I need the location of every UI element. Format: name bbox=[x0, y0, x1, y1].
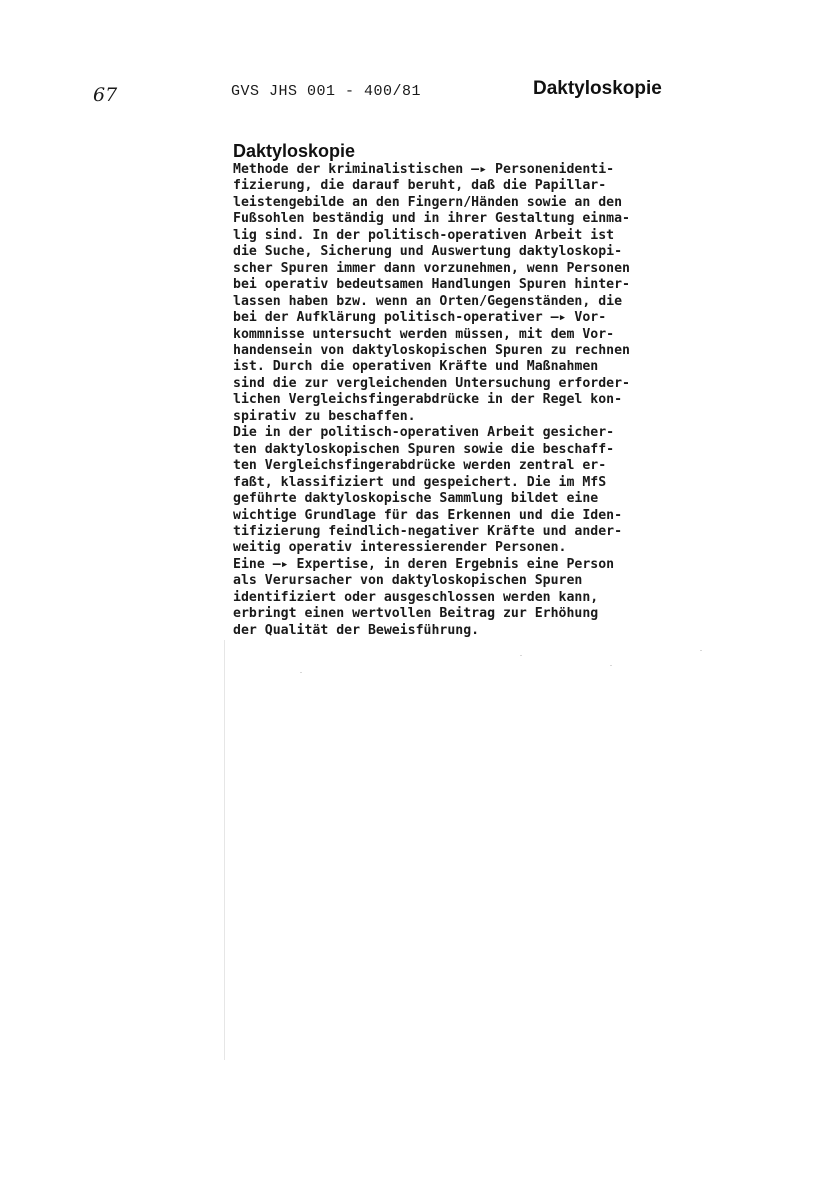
body-line: spirativ zu beschaffen. bbox=[233, 408, 416, 424]
body-line: bei operativ bedeutsamen Handlungen Spuren hinter- bbox=[233, 277, 630, 293]
body-line: der Qualität der Beweisführung. bbox=[233, 622, 480, 638]
body-line: Eine —▸ Expertise, in deren Ergebnis eine Person bbox=[233, 556, 615, 572]
article-title: Daktyloskopie bbox=[233, 141, 356, 161]
body-line: scher Spuren immer dann vorzunehmen, wenn Personen bbox=[233, 260, 630, 276]
body-line: geführte daktyloskopische Sammlung bildet eine bbox=[233, 491, 599, 507]
body-line: die Suche, Sicherung und Auswertung daktyloskopi- bbox=[233, 244, 623, 260]
body-line: fizierung, die darauf beruht, daß die Papillar- bbox=[233, 178, 607, 194]
running-title: Daktyloskopie bbox=[533, 78, 662, 99]
body-line: identifiziert oder ausgeschlossen werden kann, bbox=[233, 589, 599, 605]
scan-speck bbox=[520, 655, 522, 656]
body-line: als Verursacher von daktyloskopischen Spuren bbox=[233, 573, 583, 589]
scan-speck bbox=[610, 665, 612, 666]
article-body bbox=[233, 162, 753, 639]
body-line: leistengebilde an den Fingern/Händen sowie an den bbox=[233, 194, 623, 210]
body-line: ten daktyloskopischen Spuren sowie die beschaff- bbox=[233, 441, 615, 457]
body-line: lig sind. In der politisch-operativen Arbeit ist bbox=[233, 227, 615, 243]
scan-speck bbox=[700, 650, 702, 651]
body-line: handensein von daktyloskopischen Spuren zu rechnen bbox=[233, 342, 630, 358]
body-line: faßt, klassifiziert und gespeichert. Die im MfS bbox=[233, 474, 607, 490]
body-line: erbringt einen wertvollen Beitrag zur Erhöhung bbox=[233, 606, 599, 622]
document-reference: GVS JHS 001 - 400/81 bbox=[231, 83, 422, 100]
body-line: lichen Vergleichsfingerabdrücke in der Regel kon- bbox=[233, 392, 623, 408]
page-number: 67 bbox=[93, 84, 118, 106]
body-line: lassen haben bzw. wenn an Orten/Gegenständen, die bbox=[233, 293, 623, 309]
body-line: ten Vergleichsfingerabdrücke werden zentral er- bbox=[233, 458, 607, 474]
article bbox=[233, 140, 753, 639]
body-line: kommnisse untersucht werden müssen, mit dem Vor- bbox=[233, 326, 615, 342]
scan-speck bbox=[300, 672, 302, 673]
body-line: wichtige Grundlage für das Erkennen und die Iden- bbox=[233, 507, 623, 523]
body-line: weitig operativ interessierender Personen. bbox=[233, 540, 567, 556]
body-line: tifizierung feindlich-negativer Kräfte und ander- bbox=[233, 523, 623, 539]
body-line: Die in der politisch-operativen Arbeit gesicher- bbox=[233, 425, 615, 441]
body-line: sind die zur vergleichenden Untersuchung erforder- bbox=[233, 375, 630, 391]
body-line: Methode der kriminalistischen —▸ Personenidenti- bbox=[233, 162, 615, 177]
body-line: bei der Aufklärung politisch-operativer —▸ Vor- bbox=[233, 310, 607, 326]
body-line: ist. Durch die operativen Kräfte und Maßnahmen bbox=[233, 359, 599, 375]
scan-margin-line bbox=[224, 640, 225, 1060]
body-line: Fußsohlen beständig und in ihrer Gestaltung einma- bbox=[233, 211, 630, 227]
